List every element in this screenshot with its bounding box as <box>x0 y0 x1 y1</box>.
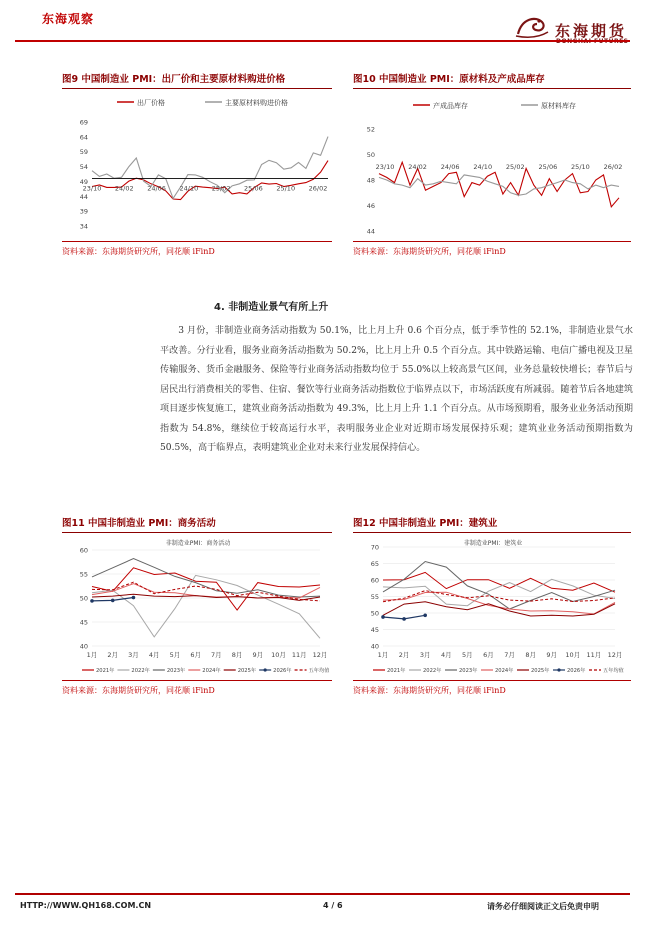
fig10-title-rule <box>353 88 631 89</box>
fig11-x-tick-label: 6月 <box>190 651 201 659</box>
fig11-x-tick-label: 2月 <box>107 651 119 659</box>
fig11-y-tick-label: 45 <box>79 618 88 627</box>
footer-divider <box>15 893 630 895</box>
fig11-y-tick-label: 55 <box>79 570 88 579</box>
footer-disclaimer: 请务必仔细阅读正文后免责申明 <box>487 902 599 911</box>
fig12-series-5-point <box>423 614 427 618</box>
fig9-x-tick-label: 23/10 <box>82 184 102 193</box>
fig12-y-tick-label: 45 <box>370 626 379 634</box>
fig11-chart <box>62 534 334 678</box>
fig11-legend-label-6: 五年均值 <box>308 668 330 675</box>
fig10-y-tick-label: 48 <box>366 176 375 185</box>
fig12-legend-label-2: 2023年 <box>459 668 478 675</box>
fig11-legend-label-3: 2024年 <box>202 668 221 675</box>
fig12-x-tick-label: 2月 <box>398 651 410 659</box>
fig9-y-tick-label: 69 <box>79 118 88 127</box>
fig12-x-tick-label: 4月 <box>440 651 452 659</box>
fig12-legend-label-5: 2026年 <box>567 668 586 675</box>
section-heading: 4. 非制造业景气有所上升 <box>214 302 329 313</box>
fig12-x-tick-label: 6月 <box>483 651 494 659</box>
fig11-x-tick-label: 12月 <box>312 651 328 659</box>
fig11-x-tick-label: 5月 <box>169 651 181 659</box>
fig10-source-rule <box>353 241 631 242</box>
fig12-legend-label-4: 2025年 <box>531 668 550 675</box>
fig12-legend-marker <box>557 668 560 671</box>
fig11-legend-marker <box>264 668 267 671</box>
fig10-x-tick-label: 24/10 <box>473 163 493 171</box>
fig12-y-tick-label: 70 <box>370 543 379 552</box>
fig9-x-tick-label: 24/10 <box>179 184 199 193</box>
fig9-y-tick-label: 44 <box>79 192 88 201</box>
fig12-series-5-point <box>402 617 406 621</box>
fig9-x-tick-label: 25/10 <box>276 184 296 193</box>
fig9-x-tick-label: 26/02 <box>308 184 328 193</box>
fig10-y-tick-label: 46 <box>366 202 375 210</box>
fig10-y-tick-label: 50 <box>366 151 375 159</box>
fig12-title-rule <box>353 532 631 533</box>
fig11-source-rule <box>62 680 332 681</box>
fig11-x-tick-label: 3月 <box>128 651 139 659</box>
fig12-x-tick-label: 11月 <box>586 651 602 659</box>
fig11-y-tick-label: 40 <box>79 642 88 651</box>
fig10-legend <box>413 101 576 110</box>
footer-url[interactable]: HTTP://WWW.QH168.COM.CN <box>20 901 152 910</box>
body-text <box>160 322 633 459</box>
fig12-y-tick-label: 65 <box>370 560 379 568</box>
fig11-x-tick-label: 1月 <box>86 651 98 659</box>
fig11-series-5-point <box>90 599 94 603</box>
fig10-x-tick-label: 25/02 <box>505 163 525 171</box>
fig9-source: 资料来源：东海期货研究所，同花顺 iFinD <box>62 247 215 256</box>
fig12-legend-label-1: 2022年 <box>423 668 442 675</box>
fig11-source: 资料来源：东海期货研究所，同花顺 iFinD <box>62 686 215 695</box>
fig12-chart <box>353 534 631 678</box>
fig12-legend-label-0: 2021年 <box>387 668 406 675</box>
fig12-x-tick-label: 5月 <box>462 651 473 659</box>
fig9-title-rule <box>62 88 332 89</box>
fig12-x-tick-label: 9月 <box>546 651 558 659</box>
fig11-title: 图11 中国非制造业 PMI：商务活动 <box>62 518 216 529</box>
fig10-x-tick-label: 24/02 <box>408 163 427 171</box>
fig11-y-tick-label: 60 <box>79 546 88 555</box>
fig11-legend-label-4: 2025年 <box>237 668 257 675</box>
fig9-x-tick-label: 25/02 <box>211 184 231 193</box>
fig9-y-tick-label: 49 <box>79 177 88 186</box>
fig12-x-tick-label: 12月 <box>607 651 623 659</box>
fig11-legend-label-2: 2023年 <box>166 668 186 675</box>
fig10-x-tick-label: 24/06 <box>440 163 460 171</box>
fig9-y-tick-label: 59 <box>79 148 88 157</box>
fig10-y-tick-label: 44 <box>366 227 375 236</box>
body-paragraph: 3 月份，非制造业商务活动指数为 50.1%，比上月上升 0.6 个百分点，低于季节性的 52.1%，非制造业景气水平改善。分行业看，服务业商务活动指数为 50.2%，比上月上升 0.5 个百分点。其中铁路运输、电信广播电视及卫星传输服务、货币金融服务、保险等行业商务活动指数均位于 55.0%以上较高景气区间，业务总量较快增长；春节后与居民出行消费相关的零售、住宿、餐饮等行业商务活动指数位于临界点以下，市场活跃度有所减弱。随着节后各地建筑项目逐步恢复施工，建筑业商务活动指数为 49.3%，比上月上升 1.1 个百分点。从市场预期看，服务业业务活动预期指数为 54.8%，继续位于较高运行水平，表明服务业企业对近期市场发展保持乐观；建筑业业务活动预期指数为 50.5%，高于临界点，表明建筑业企业对未来行业发展保持信心。 <box>160 326 633 453</box>
fig9-title: 图9 中国制造业 PMI：出厂价和主要原材料购进价格 <box>62 74 286 85</box>
fig9-x-tick-label: 24/06 <box>147 184 166 193</box>
fig12-y-tick-label: 55 <box>370 593 379 601</box>
fig10-y-tick-label: 52 <box>366 125 375 134</box>
fig11-legend-label-0: 2021年 <box>96 668 115 675</box>
fig12-series-2 <box>383 562 615 610</box>
fig11-legend-label-5: 2026年 <box>273 668 292 675</box>
fig11-title-rule <box>62 532 332 533</box>
fig11-x-tick-label: 10月 <box>271 651 286 659</box>
fig11-subtitle: 非制造业PMI：商务活动 <box>165 540 231 547</box>
fig11-x-tick-label: 7月 <box>211 651 222 659</box>
header-divider <box>15 40 630 42</box>
fig9-y-tick-label: 39 <box>79 207 88 216</box>
fig10-chart <box>353 92 631 240</box>
fig12-y-tick-label: 50 <box>370 609 379 618</box>
fig10-source: 资料来源：东海期货研究所，同花顺 iFinD <box>353 247 506 256</box>
fig12-source-rule <box>353 680 631 681</box>
fig12-title: 图12 中国非制造业 PMI：建筑业 <box>353 518 498 529</box>
fig12-x-tick-label: 3月 <box>419 651 431 659</box>
fig11-series-5-point <box>111 599 115 603</box>
logo-text-cn: 东海期货 <box>555 22 628 40</box>
fig9-chart <box>62 92 334 240</box>
fig10-x-tick-label: 26/02 <box>603 163 623 171</box>
fig12-x-tick-label: 8月 <box>525 651 536 659</box>
fig9-legend-label-0: 出厂价格 <box>137 99 165 107</box>
fig9-y-tick-label: 64 <box>79 133 88 142</box>
fig10-x-tick-label: 23/10 <box>375 163 395 171</box>
fig11-x-tick-label: 11月 <box>291 651 307 659</box>
fig12-legend-label-3: 2024年 <box>495 668 514 675</box>
fig11-legend-label-1: 2022年 <box>131 668 150 675</box>
fig10-legend-label-0: 产成品库存 <box>433 102 468 110</box>
fig12-subtitle: 非制造业PMI：建筑业 <box>463 540 523 547</box>
fig9-y-tick-label: 34 <box>79 222 88 231</box>
fig11-x-tick-label: 8月 <box>231 651 243 659</box>
fig12-x-tick-label: 7月 <box>504 651 515 659</box>
fig12-legend-label-6: 五年均值 <box>603 668 624 675</box>
fig10-x-tick-label: 25/10 <box>571 163 590 171</box>
fig11-y-tick-label: 50 <box>79 594 88 603</box>
fig9-legend <box>117 98 288 107</box>
fig11-x-tick-label: 4月 <box>148 651 160 659</box>
fig10-x-tick-label: 25/06 <box>538 163 558 171</box>
dragon-logo-icon <box>512 12 552 40</box>
fig12-series-4 <box>383 602 615 616</box>
fig9-legend-label-1: 主要原材料购进价格 <box>225 99 288 107</box>
header-title: 东海观察 <box>42 12 95 26</box>
fig9-x-tick-label: 24/02 <box>114 184 134 193</box>
fig10-legend-label-1: 原材料库存 <box>541 102 576 110</box>
fig10-title: 图10 中国制造业 PMI：原材料及产成品库存 <box>353 74 545 85</box>
fig12-series-5-point <box>381 615 385 619</box>
fig9-x-tick-label: 25/06 <box>244 184 263 193</box>
fig12-y-tick-label: 40 <box>370 642 379 651</box>
fig9-y-tick-label: 54 <box>79 163 88 172</box>
fig9-source-rule <box>62 241 332 242</box>
footer-page-number: 4 / 6 <box>323 901 343 910</box>
fig12-source: 资料来源：东海期货研究所，同花顺 iFinD <box>353 686 506 695</box>
fig11-x-tick-label: 9月 <box>252 651 264 659</box>
fig11-series-5-point <box>132 596 136 600</box>
fig12-x-tick-label: 1月 <box>377 651 389 659</box>
fig12-y-tick-label: 60 <box>370 576 379 585</box>
fig12-x-tick-label: 10月 <box>565 651 581 659</box>
